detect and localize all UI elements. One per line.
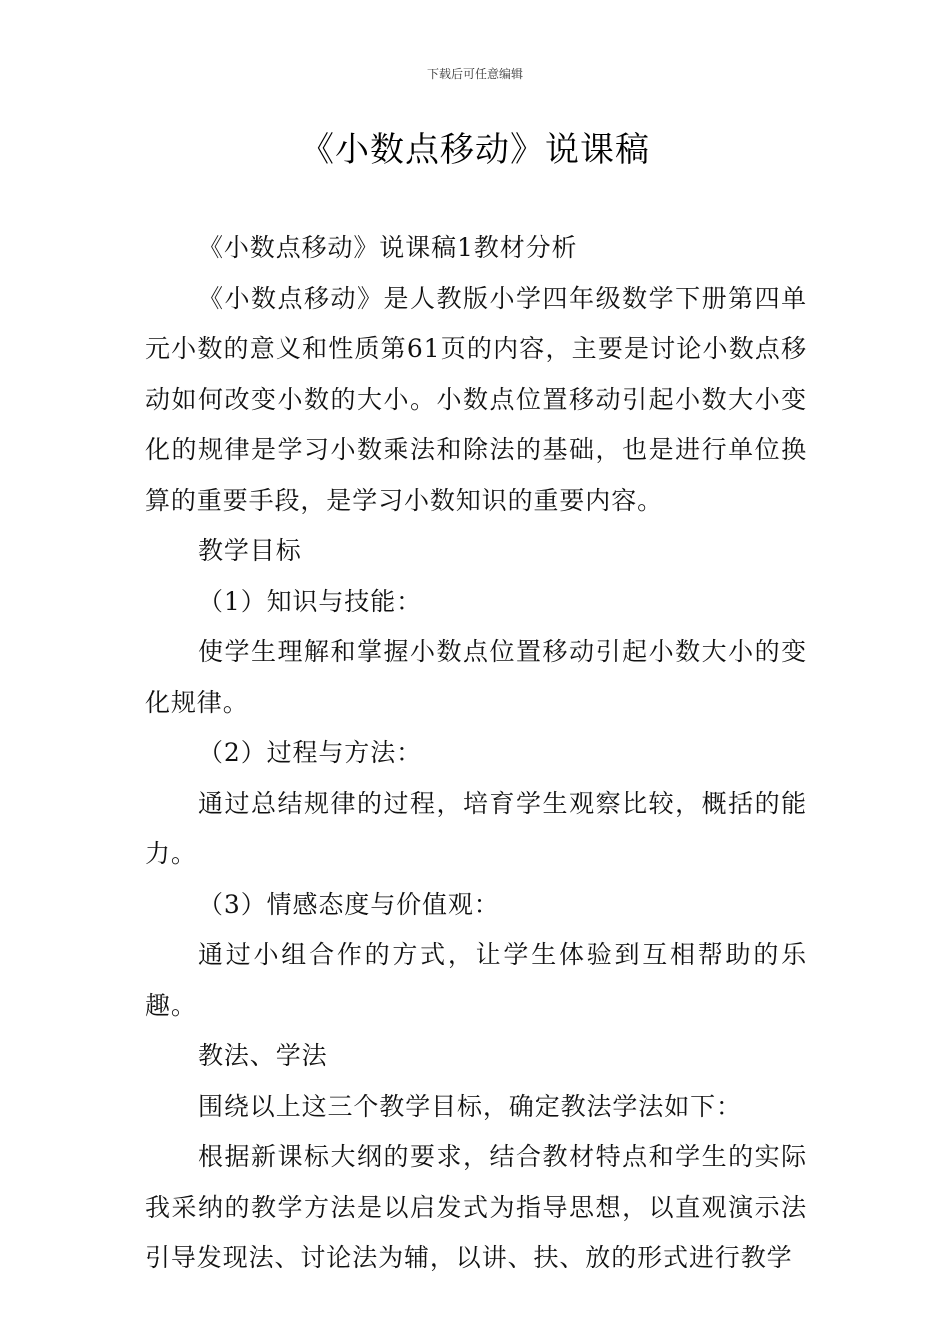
goal-heading-process-method: （2）过程与方法： bbox=[198, 738, 423, 767]
document-body bbox=[145, 223, 807, 1284]
goal-heading-attitude-values: （3）情感态度与价值观： bbox=[198, 889, 500, 919]
goal-text-attitude-values: 通过小组合作的方式，让学生体验到互相帮助的乐趣。 bbox=[145, 940, 807, 1020]
header-note: 下载后可任意编辑 bbox=[426, 67, 523, 81]
section-heading-methods: 教法、学法 bbox=[198, 1041, 328, 1070]
goal-text-knowledge-skills: 使学生理解和掌握小数点位置移动引起小数大小的变化规律。 bbox=[145, 637, 807, 717]
goal-text-process-method: 通过总结规律的过程，培育学生观察比较，概括的能力。 bbox=[145, 788, 807, 868]
section-heading-teaching-goals: 教学目标 bbox=[198, 536, 302, 565]
section-heading-textbook-analysis: 《小数点移动》说课稿1教材分析 bbox=[198, 233, 578, 262]
goal-heading-knowledge-skills: （1）知识与技能： bbox=[198, 586, 423, 616]
document-title: 《小数点移动》说课稿 bbox=[300, 130, 650, 170]
paragraph-textbook-analysis: 《小数点移动》是人教版小学四年级数学下册第四单元小数的意义和性质第61页的内容，主要是讨论小数点移动如何改变小数的大小。小数点位置移动引起小数大小变化的规律是学习小数乘法和除法的基础，也是进行单位换算的重要手段，是学习小数知识的重要内容。 bbox=[145, 283, 807, 515]
paragraph-methods-detail: 根据新课标大纲的要求，结合教材特点和学生的实际我采纳的教学方法是以启发式为指导思想，以直观演示法引导发现法、讨论法为辅，以讲、扶、放的形式进行教学 bbox=[145, 1142, 807, 1272]
paragraph-methods-intro: 围绕以上这三个教学目标，确定教法学法如下： bbox=[198, 1091, 742, 1121]
